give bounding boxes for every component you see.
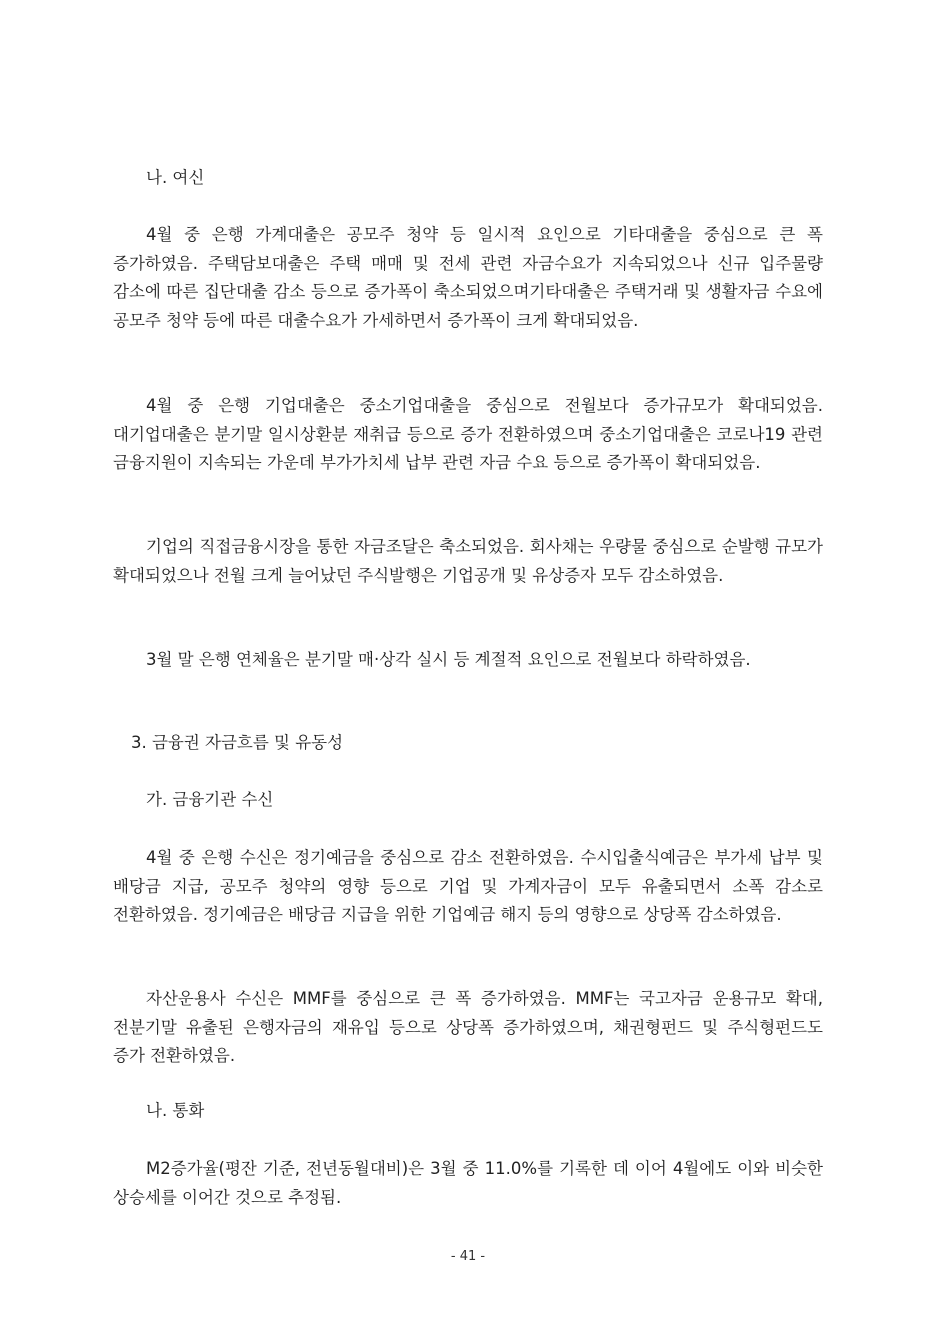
paragraph-bank-deposits: 4월 중 은행 수신은 정기예금을 중심으로 감소 전환하였음. 수시입출식예금은 부가세 납부 및 배당금 지급, 공모주 청약의 영향 등으로 기업 및 가계자금이 모두 유출되면서 소폭 감소로 전환하였음. 정기예금은 배당금 지급을 위한 기업예금 해지 등의 영향으로 상당폭 감소하였음. (113, 848, 823, 925)
paragraph-asset-managers: 자산운용사 수신은 MMF를 중심으로 큰 폭 증가하였음. MMF는 국고자금 운용규모 확대, 전분기말 유출된 은행자금의 재유입 등으로 상당폭 증가하였으며, 채권형펀드 및 주식형펀드도 증가 전환하였음. (113, 989, 823, 1066)
heading-credit: 나. 여신 (146, 168, 205, 187)
heading-money: 나. 통화 (146, 1101, 205, 1120)
paragraph-delinquency-rate: 3월 말 은행 연체율은 분기말 매·상각 실시 등 계절적 요인으로 전월보다 하락하였음. (146, 650, 751, 669)
page-number: - 41 - (450, 1249, 486, 1264)
paragraph-household-loans: 4월 중 은행 가계대출은 공모주 청약 등 일시적 요인으로 기타대출을 중심으로 큰 폭 증가하였음. 주택담보대출은 주택 매매 및 전세 관련 자금수요가 지속되었으나 신규 입주물량 감소에 따른 집단대출 감소 등으로 증가폭이 축소되었으며기타대출은 주택거래 및 생활자금 수요에 공모주 청약 등에 따른 대출수요가 가세하면서 증가폭이 크게 확대되었음. (113, 225, 823, 330)
paragraph-m2-growth: M2증가율(평잔 기준, 전년동월대비)은 3월 중 11.0%를 기록한 데 이어 4월에도 이와 비슷한 상승세를 이어간 것으로 추정됨. (113, 1159, 823, 1207)
paragraph-corporate-loans: 4월 중 은행 기업대출은 중소기업대출을 중심으로 전월보다 증가규모가 확대되었음. 대기업대출은 분기말 일시상환분 재취급 등으로 증가 전환하였으며 중소기업대출은 코로나19 관련 금융지원이 지속되는 가운데 부가가치세 납부 관련 자금 수요 등으로 증가폭이 확대되었음. (113, 396, 823, 473)
heading-fund-flows: 3. 금융권 자금흐름 및 유동성 (131, 733, 344, 752)
paragraph-direct-financing: 기업의 직접금융시장을 통한 자금조달은 축소되었음. 회사채는 우량물 중심으로 순발행 규모가 확대되었으나 전월 크게 늘어났던 주식발행은 기업공개 및 유상증자 모두 감소하였음. (113, 537, 823, 585)
heading-deposits: 가. 금융기관 수신 (146, 790, 274, 809)
